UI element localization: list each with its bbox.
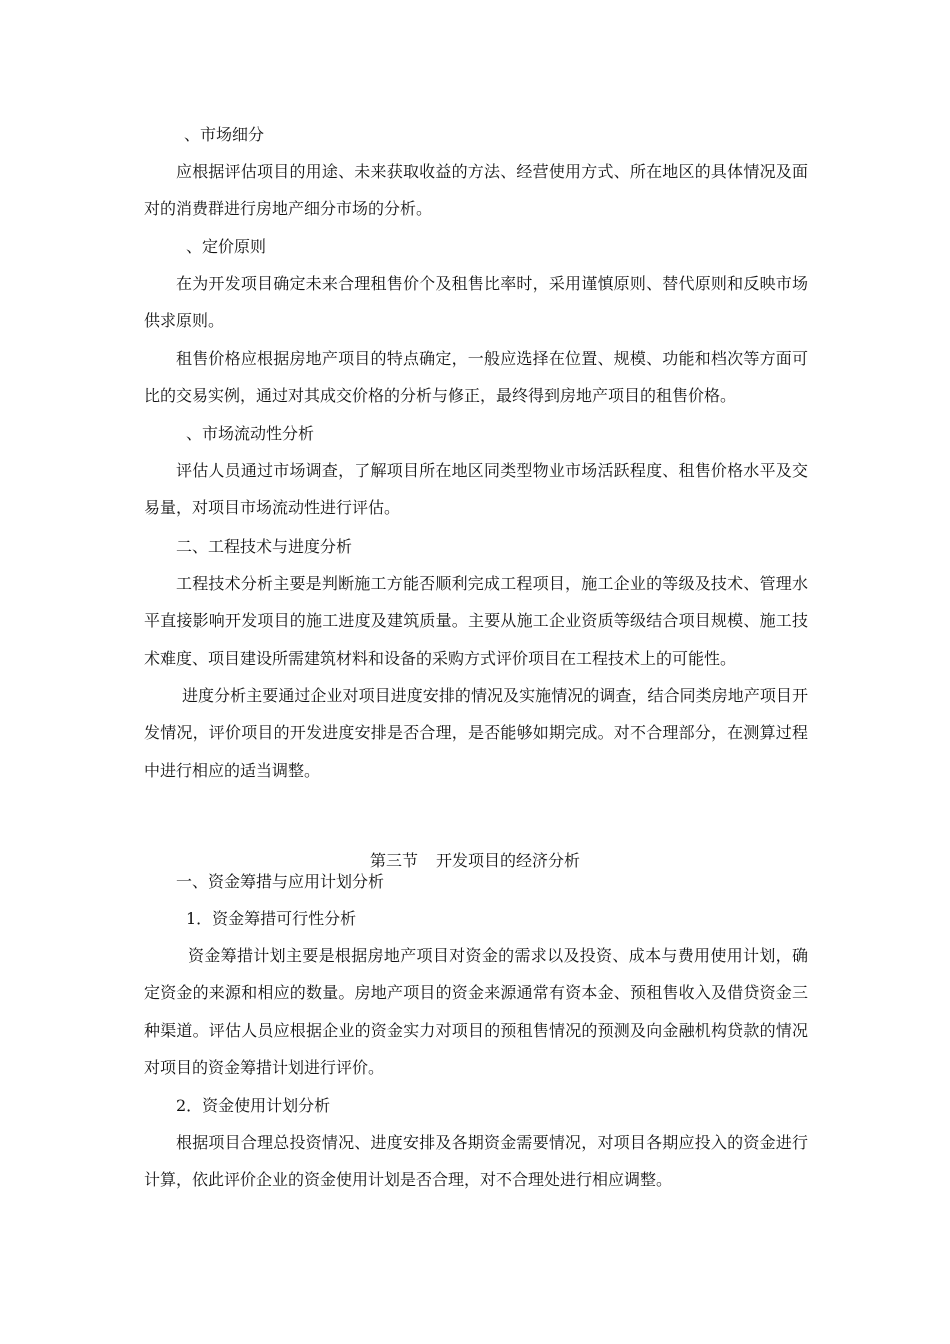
heading-pricing: 、定价原则 [186, 237, 267, 256]
paragraph-engineering-1: 工程技术分析主要是判断施工方能否顺利完成工程项目，施工企业的等级及技术、管理水平直接影响开发项目的施工进度及建筑质量。主要从施工企业资质等级结合项目规模、施工技术难度、项目建设所需建筑材料和设备的采购方式评价项目在工程技术上的可能性。 [144, 574, 808, 668]
heading-engineering: 二、工程技术与进度分析 [176, 537, 353, 556]
chapter-label: 第三节 [369, 851, 418, 870]
chapter-name: 开发项目的经济分析 [436, 851, 581, 870]
paragraph-market-segment: 应根据评估项目的用途、未来获取收益的方法、经营使用方式、所在地区的具体情况及面对的消费群进行房地产细分市场的分析。 [144, 162, 808, 219]
paragraph-funding-2: 根据项目合理总投资情况、进度安排及各期资金需要情况，对项目各期应投入的资金进行计算，依此评价企业的资金使用计划是否合理，对不合理处进行相应调整。 [144, 1133, 808, 1190]
paragraph-pricing-2: 租售价格应根据房地产项目的特点确定，一般应选择在位置、规模、功能和档次等方面可比的交易实例，通过对其成交价格的分析与修正，最终得到房地产项目的租售价格。 [144, 349, 808, 406]
heading-funding: 一、资金筹措与应用计划分析 [176, 872, 385, 891]
paragraph-pricing-1: 在为开发项目确定未来合理租售价个及租售比率时，采用谨慎原则、替代原则和反映市场供求原则。 [144, 274, 808, 331]
subheading-funding-use: 2．资金使用计划分析 [176, 1096, 331, 1115]
heading-liquidity: 、市场流动性分析 [186, 424, 315, 443]
subheading-funding-feasibility: 1．资金筹措可行性分析 [186, 909, 357, 928]
heading-market-segment: 、市场细分 [184, 125, 265, 144]
paragraph-liquidity: 评估人员通过市场调查，了解项目所在地区同类型物业市场活跃程度、租售价格水平及交易量，对项目市场流动性进行评估。 [144, 461, 808, 518]
paragraph-engineering-2: 进度分析主要通过企业对项目进度安排的情况及实施情况的调查，结合同类房地产项目开发情况，评价项目的开发进度安排是否合理，是否能够如期完成。对不合理部分，在测算过程中进行相应的适当调整。 [144, 686, 808, 780]
paragraph-funding-1: 资金筹措计划主要是根据房地产项目对资金的需求以及投资、成本与费用使用计划，确定资金的来源和相应的数量。房地产项目的资金来源通常有资本金、预租售收入及借贷资金三种渠道。评估人员应根据企业的资金实力对项目的预租售情况的预测及向金融机构贷款的情况对项目的资金筹措计划进行评价。 [144, 946, 808, 1077]
